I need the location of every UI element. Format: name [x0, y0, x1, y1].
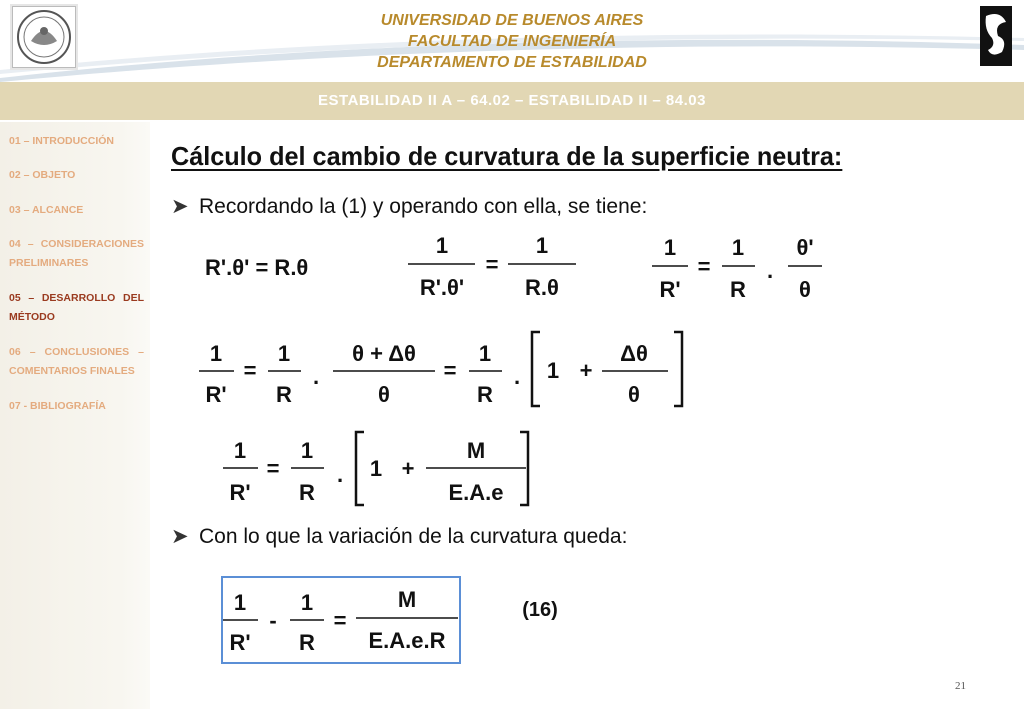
- eq3-equals: =: [266, 456, 280, 481]
- eq16-num-2: 1: [300, 590, 314, 615]
- eq3-plus: +: [401, 456, 415, 481]
- eq2-den-2: R: [276, 382, 292, 407]
- eq2-num-1: 1: [209, 341, 223, 366]
- eq1c-num-1: 1: [663, 235, 677, 260]
- eq3-num-3: M: [466, 438, 486, 463]
- eq2-den-5: θ: [628, 382, 640, 407]
- sidebar-item-consideraciones[interactable]: 04 – CONSIDERACIONES PRELIMINARES: [9, 238, 144, 269]
- eq3-dot: .: [336, 462, 344, 487]
- eq1b-den-right: R.θ: [525, 275, 559, 300]
- eq2-den-4: R: [477, 382, 493, 407]
- eq16-num-1: 1: [233, 590, 247, 615]
- eq2-den-1: R': [205, 382, 227, 407]
- bullet-text: Recordando la (1) y operando con ella, se tiene:: [199, 195, 648, 218]
- eq2-bracket-right: [674, 332, 682, 406]
- eq3-num-2: 1: [300, 438, 314, 463]
- eq3-num-1: 1: [233, 438, 247, 463]
- sidebar-item-alcance[interactable]: 03 – ALCANCE: [9, 204, 84, 216]
- eq3-one: 1: [369, 456, 383, 481]
- eq1c-equals: =: [697, 254, 711, 279]
- eq1c-den-3: θ: [799, 277, 811, 302]
- faculty-name: FACULTAD DE INGENIERÍA: [407, 33, 617, 50]
- eq2-one: 1: [546, 358, 560, 383]
- eq16-equals: =: [333, 608, 347, 633]
- department-name: DEPARTAMENTO DE ESTABILIDAD: [377, 54, 647, 71]
- eq16-den-3: E.A.e.R: [368, 628, 446, 653]
- eq2-bracket-left: [532, 332, 540, 406]
- eq1b-num-right: 1: [535, 233, 549, 258]
- sidebar-item-desarrollo[interactable]: 05 – DESARROLLO DEL MÉTODO: [9, 292, 144, 323]
- university-name: UNIVERSIDAD DE BUENOS AIRES: [380, 12, 644, 29]
- eq2-num-2: 1: [277, 341, 291, 366]
- eq1b-equals: =: [485, 252, 499, 277]
- eq2-equals-2: =: [443, 358, 457, 383]
- eq3-bracket-left: [356, 432, 364, 505]
- eq2-num-5: Δθ: [620, 341, 648, 366]
- eq2-dot-2: .: [513, 364, 521, 389]
- arrow-bullet-icon: ➤: [171, 525, 189, 548]
- eq16-den-1: R': [229, 630, 251, 655]
- sidebar-item-conclusiones[interactable]: 06 – CONCLUSIONES – COMENTARIOS FINALES: [9, 346, 144, 377]
- eq3-den-2: R: [299, 480, 315, 505]
- eq1c-den-1: R': [659, 277, 681, 302]
- equation-number: (16): [522, 599, 558, 621]
- eq2-num-3: θ + Δθ: [352, 341, 416, 366]
- eq16-minus: -: [269, 608, 277, 633]
- sidebar-item-introduccion[interactable]: 01 – INTRODUCCIÓN: [9, 135, 115, 147]
- bullet-text: Con lo que la variación de la curvatura queda:: [199, 525, 628, 548]
- slide-title: Cálculo del cambio de curvatura de la superficie neutra:: [171, 141, 843, 171]
- final-equation-frame: [221, 576, 461, 664]
- eq16-num-3: M: [397, 587, 417, 612]
- eq1c-dot: .: [766, 258, 774, 283]
- course-title: ESTABILIDAD II A – 64.02 – ESTABILIDAD II – 84.03: [318, 92, 706, 109]
- sidebar-item-objeto[interactable]: 02 – OBJETO: [9, 169, 76, 181]
- eq16-den-2: R: [299, 630, 315, 655]
- sidebar-item-bibliografia[interactable]: 07 - BIBLIOGRAFÍA: [9, 400, 106, 412]
- eq1b-num-left: 1: [435, 233, 449, 258]
- eq2-plus: +: [579, 358, 593, 383]
- page-number: 21: [955, 680, 966, 692]
- eq2-dot-1: .: [312, 364, 320, 389]
- eq3-den-3: E.A.e: [448, 480, 504, 505]
- eq2-den-3: θ: [378, 382, 390, 407]
- eq1c-num-2: 1: [731, 235, 745, 260]
- eq3-den-1: R': [229, 480, 251, 505]
- eq-curvature-relation: R'.θ' = R.θ: [205, 255, 309, 280]
- eq2-equals-1: =: [243, 358, 257, 383]
- eq1c-num-3: θ': [796, 235, 814, 260]
- eq1c-den-2: R: [730, 277, 746, 302]
- eq1b-den-left: R'.θ': [419, 275, 465, 300]
- eq2-num-4: 1: [478, 341, 492, 366]
- arrow-bullet-icon: ➤: [171, 195, 189, 218]
